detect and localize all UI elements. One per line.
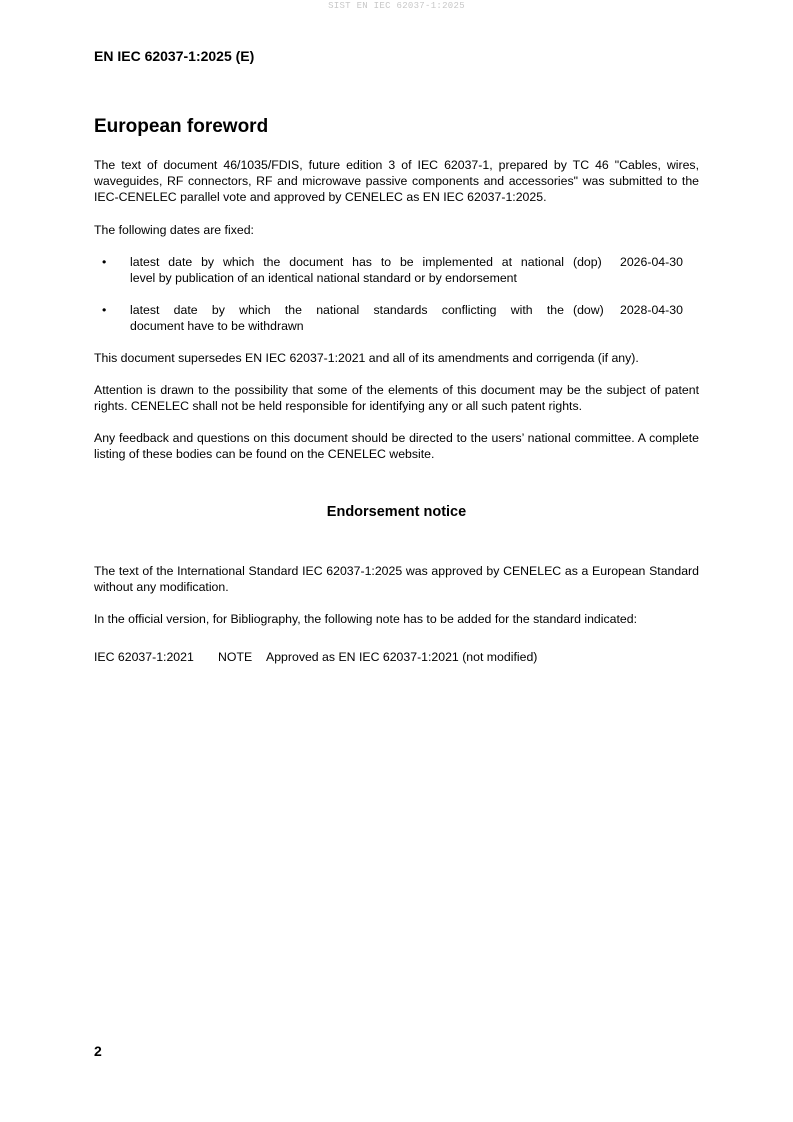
patent-rights-paragraph: Attention is drawn to the possibility that some of the elements of this document may be the subject of patent rights. CENELEC shall not be held responsible for identifying any or all such patent rights. (94, 383, 699, 413)
date-description-line2: level by publication of an identical national standard or by endorsement (130, 271, 517, 285)
note-label: NOTE (218, 650, 253, 664)
bibliography-intro-paragraph: In the official version, for Bibliography, the following note has to be added for the standard indicated: (94, 612, 638, 626)
section-title-endorsement-notice: Endorsement notice (326, 504, 467, 520)
watermark: SIST EN IEC 62037-1:2025 (328, 1, 465, 11)
document-id: EN IEC 62037-1:2025 (E) (94, 48, 255, 64)
date-value: 2028-04-30 (620, 303, 683, 317)
note-standard-reference: IEC 62037-1:2021 (94, 650, 194, 664)
date-value: 2026-04-30 (620, 255, 683, 269)
note-text: Approved as EN IEC 62037-1:2021 (not modified) (266, 650, 538, 664)
section-title-european-foreword: European foreword (94, 116, 269, 137)
date-description-line1: latest date by which the national standards conflicting with the (130, 303, 564, 317)
page-number: 2 (94, 1043, 102, 1059)
date-abbreviation: (dop) (573, 255, 602, 269)
date-description (130, 254, 564, 286)
feedback-paragraph: Any feedback and questions on this document should be directed to the users’ national committee. A complete listing of these bodies can be found on the CENELEC website. (94, 431, 699, 461)
endorsement-text-paragraph: The text of the International Standard IEC 62037-1:2025 was approved by CENELEC as a European Standard without any modification. (94, 564, 699, 594)
foreword-intro-paragraph: The text of document 46/1035/FDIS, future edition 3 of IEC 62037-1, prepared by TC 46 "Cables, wires, waveguides, RF connectors, RF and microwave passive components and accessories" was submitted to the IEC-CENELEC parallel vote and approved by CENELEC as EN IEC 62037-1:2025. (94, 158, 699, 204)
date-description-line2: document have to be withdrawn (130, 319, 304, 333)
supersedes-paragraph: This document supersedes EN IEC 62037-1:2021 and all of its amendments and corrigenda (if any). (94, 351, 639, 365)
dates-intro-paragraph: The following dates are fixed: (94, 223, 254, 237)
date-abbreviation: (dow) (573, 303, 604, 317)
bullet-marker: • (102, 255, 107, 269)
date-description (130, 302, 564, 334)
date-description-line1: latest date by which the document has to be implemented at national (130, 255, 564, 269)
bullet-marker: • (102, 303, 107, 317)
